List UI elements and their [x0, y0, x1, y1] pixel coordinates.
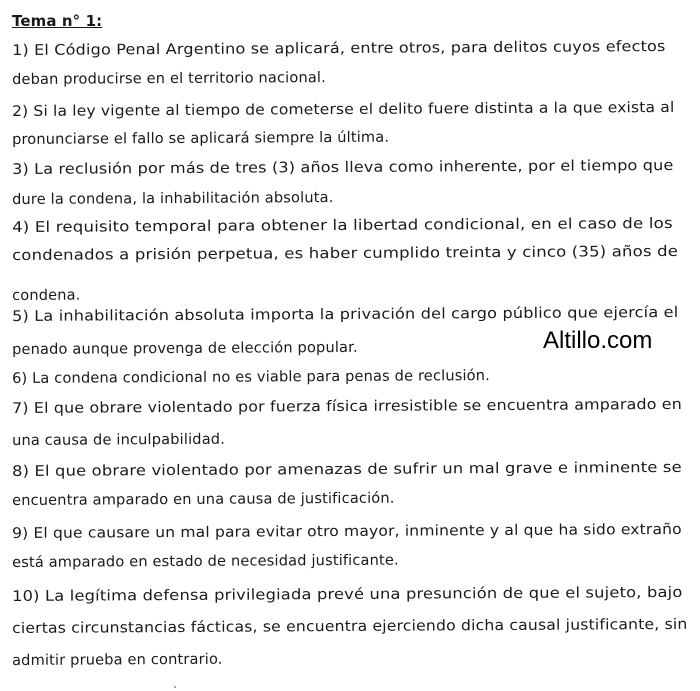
scan-speck [174, 686, 176, 688]
document-title: Tema n° 1: [12, 12, 103, 30]
item-4-line-1: 4) El requisito temporal para obtener la libertad condicional, en el caso de los [11, 214, 673, 236]
item-4-line-3: condena. [11, 286, 81, 304]
watermark-text: Altillo.com [543, 327, 653, 354]
item-10-line-2: ciertas circunstancias fácticas, se encuentra ejerciendo dicha causal justificante, sin [11, 615, 688, 637]
item-3-line-1: 3) La reclusión por más de tres (3) años lleva como inherente, por el tiempo que [11, 156, 674, 178]
item-1-line-1: 1) El Código Penal Argentino se aplicará, entre otros, para delitos cuyos efectos [11, 38, 666, 59]
item-6-line-1: 6) La condena condicional no es viable para penas de reclusión. [11, 367, 490, 387]
item-4-line-2: condenados a prisión perpetua, es haber cumplido treinta y cinco (35) años de [11, 242, 679, 264]
item-3-line-2: dure la condena, la inhabilitación absoluta. [11, 189, 334, 208]
item-2-line-1: 2) Si la ley vigente al tiempo de cometerse el delito fuere distinta a la que exista al [11, 98, 675, 120]
item-5-line-1: 5) La inhabilitación absoluta importa la privación del cargo público que ejercía el [11, 303, 679, 325]
item-10-line-1: 10) La legítima defensa privilegiada prevé una presunción de que el sujeto, bajo [11, 583, 683, 605]
item-8-line-2: encuentra amparado en una causa de justificación. [11, 489, 395, 509]
item-9-line-1: 9) El que causare un mal para evitar otro mayor, inminente y al que ha sido extraño [11, 520, 682, 542]
item-9-line-2: está amparado en estado de necesidad justificante. [11, 551, 399, 571]
item-8-line-1: 8) El que obrare violentado por amenazas de sufrir un mal grave e inminente se [11, 458, 682, 480]
item-7-line-2: una causa de inculpabilidad. [11, 430, 226, 449]
item-10-line-3: admitir prueba en contrario. [11, 650, 223, 669]
item-7-line-1: 7) El que obrare violentado por fuerza física irresistible se encuentra amparado en [11, 395, 682, 417]
item-1-line-2: deban producirse en el territorio nacional. [11, 69, 326, 88]
item-2-line-2: pronunciarse el fallo se aplicará siempre la última. [11, 128, 390, 148]
item-5-line-2: penado aunque provenga de elección popular. [11, 338, 358, 358]
